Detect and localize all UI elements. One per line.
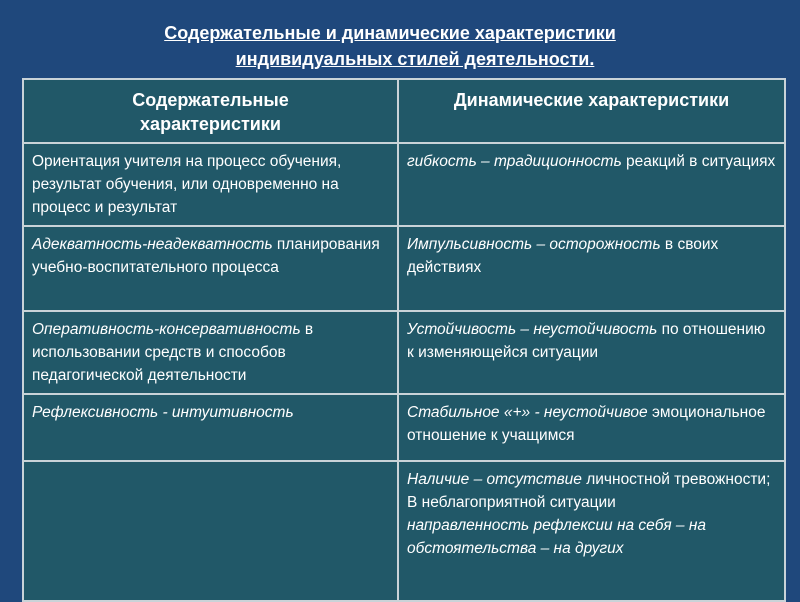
cell-italic-text: Устойчивость – неустойчивость [407, 321, 658, 338]
header-dynamic-characteristics: Динамические характеристики [398, 79, 785, 143]
cell-italic-text: Оперативность-консервативность [32, 321, 301, 338]
cell-text: планирования учебно-воспитательного процесса [32, 236, 380, 276]
cell-text: в своих действиях [407, 236, 719, 276]
cell-dynamic [398, 394, 785, 461]
cell-text: в использовании средств и способов педагогической деятельности [32, 321, 314, 384]
header-text: характеристики [140, 114, 281, 134]
cell-text: по отношению к изменяющейся ситуации [407, 321, 766, 361]
header-content-characteristics [23, 79, 398, 143]
cell-content [23, 143, 398, 226]
cell-content-empty [23, 461, 398, 601]
cell-italic-text: Импульсивность – осторожность [407, 236, 661, 253]
title-line-1: Содержательные и динамические характеристики [164, 23, 616, 43]
cell-text: личностной тревожности; [581, 471, 771, 488]
table-row [23, 311, 785, 394]
cell-dynamic [398, 226, 785, 311]
slide-title [0, 20, 800, 72]
cell-content [23, 226, 398, 311]
cell-content [23, 311, 398, 394]
header-text: Содержательные [132, 90, 289, 110]
table-row [23, 143, 785, 226]
cell-italic-text: Наличие – отсутствие [407, 471, 582, 488]
title-line-2: индивидуальных стилей деятельности. [235, 49, 595, 69]
cell-text: В неблагоприятной ситуации [407, 494, 616, 511]
cell-content [23, 394, 398, 461]
characteristics-table [22, 78, 786, 602]
table-row [23, 461, 785, 601]
table-row [23, 394, 785, 461]
cell-italic-text: Стабильное «+» - неустойчивое [407, 404, 648, 421]
table-header-row [23, 79, 785, 143]
cell-italic-text: гибкость – традиционность [407, 153, 622, 170]
cell-dynamic [398, 311, 785, 394]
cell-text: эмоциональное отношение к учащимся [407, 404, 766, 444]
cell-text: Ориентация учителя на процесс обучения, результат обучения, или одновременно на процесс и результат [32, 153, 342, 216]
cell-italic-text: Рефлексивность - интуитивность [32, 404, 294, 421]
cell-dynamic [398, 143, 785, 226]
cell-text: реакций в ситуациях [621, 153, 776, 170]
cell-italic-text: Адекватность-неадекватность [32, 236, 273, 253]
table-row [23, 226, 785, 311]
cell-italic-text: направленность рефлексии на себя – на обстоятельства – на других [407, 517, 706, 557]
cell-dynamic [398, 461, 785, 601]
